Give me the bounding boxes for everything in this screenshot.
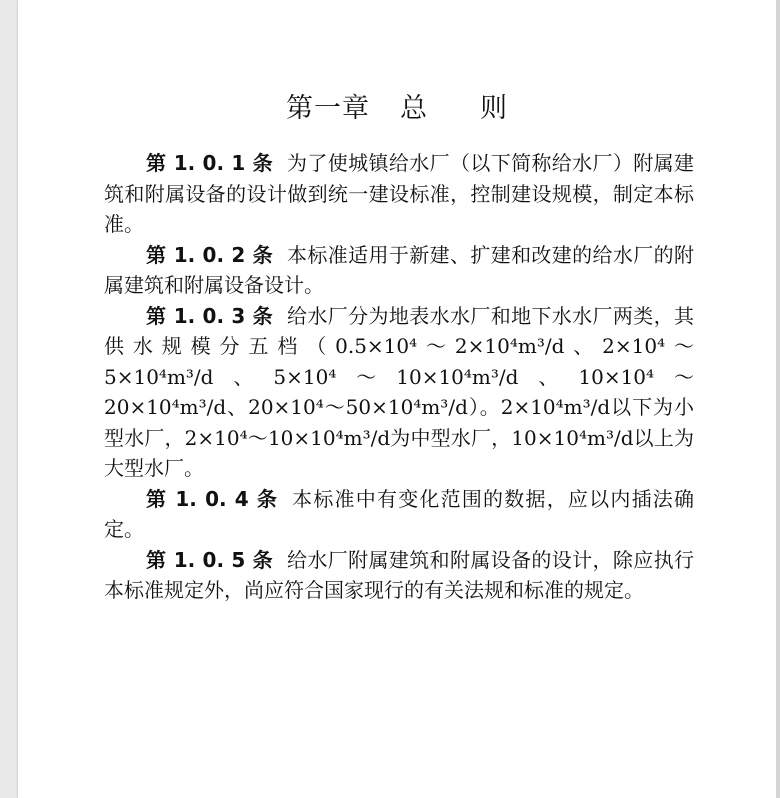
article-number: 第 1. 0. 3 条 [146, 303, 274, 328]
article-1-0-4 [104, 484, 694, 545]
article-text: 本标准中有变化范围的数据，应以内插法确定。 [104, 486, 695, 541]
article-1-0-2 [104, 240, 694, 301]
chapter-title-number: 第一章 [286, 93, 370, 124]
chapter-title [18, 86, 776, 125]
document-page [18, 0, 776, 798]
article-number: 第 1. 0. 5 条 [146, 547, 274, 572]
article-number: 第 1. 0. 2 条 [146, 242, 274, 267]
article-text: 给水厂附属建筑和附属设备的设计，除应执行本标准规定外，尚应符合国家现行的有关法规和标准的规定。 [104, 547, 695, 602]
article-1-0-5 [104, 545, 694, 606]
chapter-title-word-1: 总 [400, 93, 428, 124]
chapter-title-word-2: 则 [480, 93, 508, 124]
article-number: 第 1. 0. 1 条 [146, 151, 274, 175]
article-text: 本标准适用于新建、扩建和改建的给水厂的附属建筑和附属设备设计。 [104, 242, 695, 297]
viewer-scrollbar-track[interactable] [776, 0, 780, 798]
article-1-0-1 [104, 148, 694, 240]
article-1-0-3 [104, 301, 694, 484]
article-number: 第 1. 0. 4 条 [146, 486, 279, 511]
document-body [104, 148, 694, 606]
article-text: 给水厂分为地表水水厂和地下水水厂两类，其供水规模分五档（0.5×10⁴～2×10⁴m³/d、2×10⁴～5×10⁴m³/d、5×10⁴～10×10⁴m³/d、10×10⁴～20×10⁴m³/d、20×10⁴～50×10⁴m³/d）。2×10⁴m³/d以下为小型水厂，2×10⁴～10×10⁴m³/d为中型水厂，10×10⁴m³/d以上为大型水厂。 [104, 303, 695, 480]
article-text: 为了使城镇给水厂（以下简称给水厂）附属建筑和附属设备的设计做到统一建设标准，控制建设规模，制定本标准。 [104, 151, 695, 236]
